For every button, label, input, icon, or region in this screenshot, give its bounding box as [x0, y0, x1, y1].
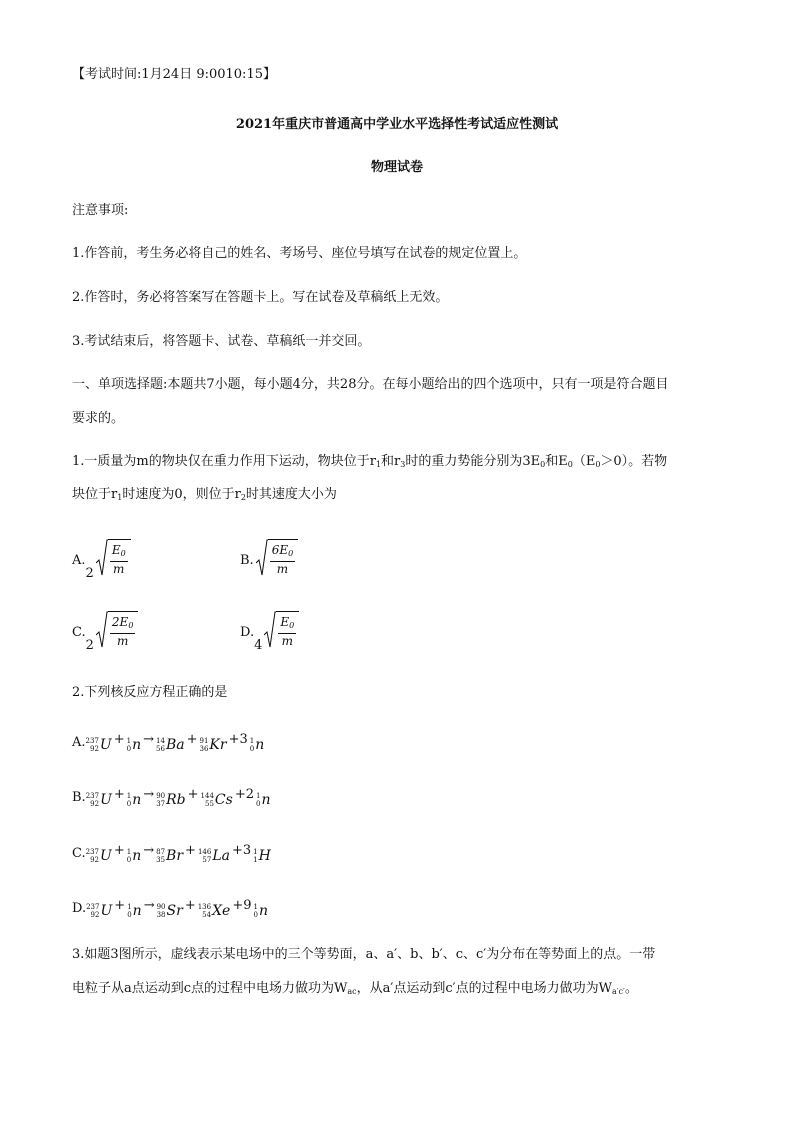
notice-item-2: 2.作答时，务必将答案写在答题卡上。写在试卷及草稿纸上无效。 [72, 290, 449, 305]
nuclide: 1 0 n [126, 791, 142, 808]
sqrt-sign: $\frac{2E_0}{m}$ [96, 611, 139, 649]
nuclide: 146 57 La [197, 847, 230, 864]
paper-subject: 物理试卷 [370, 160, 423, 175]
option-label: A. [72, 734, 86, 750]
question-1-stem-line2: 块位于$r_1$时速度为0，则位于$r_2$时其速度大小为 [72, 487, 337, 502]
nuclide: 14 56 Ba [156, 736, 185, 753]
option-formula [254, 539, 299, 581]
option-label: D. [72, 900, 87, 916]
nuclide: 136 54 Xe [197, 902, 231, 919]
exam-time: 【考试时间:1月24日 9:0010:15】 [72, 67, 276, 82]
sqrt-sign: $\frac{6E_0}{m}$ [256, 539, 299, 577]
notice-item-3: 3.考试结束后，将答题卡、试卷、草稿纸一并交回。 [72, 334, 371, 349]
question-1-stem-line1: 1.一质量为m的物块仅在重力作用下运动，物块位于$r_1$和$r_3$时的重力势能分别为$3E_0$和$E_0(E_0>0)$。若物 [72, 454, 668, 469]
nuclear-equation: 237 92 U + 1 0 n → 90 38 Sr + 136 54 Xe +9 1 0 n [86, 897, 269, 919]
option-label: A. [72, 552, 86, 568]
nuclide: 90 37 Rb [156, 791, 186, 808]
nuclide: 91 36 Kr [199, 736, 227, 753]
nuclide: 237 92 U [85, 847, 112, 864]
q2-option-a [72, 722, 264, 762]
q2-option-b [72, 777, 270, 817]
nuclear-equation: 237 92 U + 1 0 n → 90 37 Rb + 144 55 Cs +2 1 0 n [85, 786, 271, 808]
option-label: D. [240, 624, 255, 640]
option-label: C. [72, 845, 86, 861]
nuclide: 237 92 U [86, 902, 113, 919]
option-label: B. [72, 789, 86, 805]
notice-item-1: 1.作答前，考生务必将自己的姓名、考场号、座位号填写在试卷的规定位置上。 [72, 246, 527, 261]
nuclide: 90 38 Sr [156, 902, 183, 919]
section-heading-line1: 一、单项选择题:本题共7小题，每小题4分，共28分。在每小题给出的四个选项中，只有一项是符合题目 [72, 377, 669, 392]
question-2-stem: 2.下列核反应方程正确的是 [72, 685, 228, 700]
nuclide: 1 0 n [253, 902, 269, 919]
option-label: B. [240, 552, 254, 568]
q2-option-d [72, 888, 268, 928]
q1-option-b [240, 540, 298, 580]
sqrt-sign: $\frac{E_0}{m}$ [96, 539, 131, 577]
sqrt-sign: $\frac{E_0}{m}$ [264, 611, 299, 649]
option-formula: 2 $\frac{E_0}{m}$ [86, 539, 131, 581]
nuclide: 1 0 n [255, 791, 271, 808]
nuclide: 1 1 H [253, 847, 271, 864]
option-formula: 4 $\frac{E_0}{m}$ [254, 611, 299, 653]
section-heading-line2: 要求的。 [72, 411, 125, 426]
option-label: C. [72, 624, 86, 640]
nuclide: 237 92 U [85, 736, 112, 753]
q2-option-c [72, 833, 271, 873]
nuclide: 1 0 n [127, 902, 142, 919]
nuclide: 1 0 n [249, 736, 265, 753]
nuclide: 1 0 n [126, 847, 142, 864]
nuclear-equation: 237 92 U + 1 0 n → 14 56 Ba + 91 36 Kr +3 1 0 n [85, 731, 265, 753]
nuclide: 237 92 U [85, 791, 112, 808]
paper-title: 2021年重庆市普通高中学业水平选择性考试适应性测试 [235, 117, 559, 132]
q1-option-c [72, 612, 138, 652]
nuclear-equation: 237 92 U + 1 0 n → 87 35 Br + 146 57 La +3 1 1 H [85, 842, 271, 864]
option-formula: 2 $\frac{2E_0}{m}$ [86, 611, 139, 653]
question-3-stem-line2: 电粒子从a点运动到c点的过程中电场力做功为$W_{ac}$，从a′点运动到c′点的过程中电场力做功为$W_{a'c'}$。 [72, 981, 638, 996]
nuclide: 1 0 n [126, 736, 142, 753]
nuclide: 87 35 Br [156, 847, 184, 864]
q1-option-d [240, 612, 299, 652]
notice-heading: 注意事项: [72, 203, 129, 218]
q1-option-a [72, 540, 131, 580]
nuclide: 144 55 Cs [200, 791, 233, 808]
question-3-stem-line1: 3.如题3图所示，虚线表示某电场中的三个等势面，a、a′、b、b′、c、c′为分布在等势面上的点。一带 [72, 947, 656, 962]
